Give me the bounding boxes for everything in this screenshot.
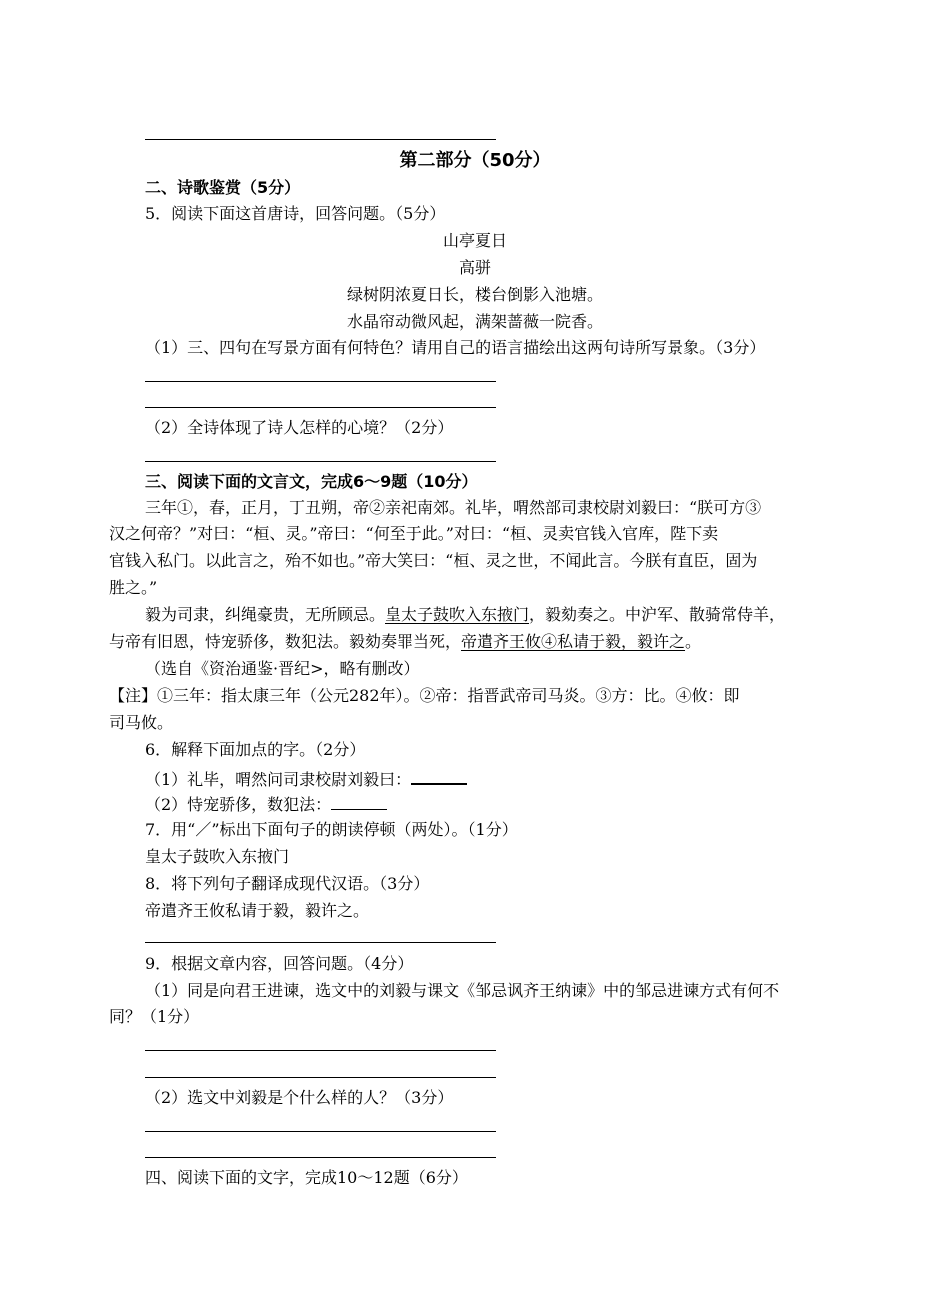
question-9: 9．根据文章内容，回答问题。（4分） bbox=[145, 954, 414, 973]
question-8: 8．将下列句子翻译成现代汉语。（3分） bbox=[145, 874, 430, 893]
poem-title: 山亭夏日 bbox=[442, 231, 507, 250]
passage-p2-text-c: 与帝有旧恩，恃宠骄侈，数犯法。毅劾奏罪当死， bbox=[109, 632, 462, 651]
answer-line-9-2b bbox=[145, 1157, 496, 1158]
question-6-2-text: （2）恃宠骄侈，数犯法： bbox=[145, 795, 332, 814]
passage-p2-text-b: ，毅劾奏之。中沪军、散骑常侍羊， bbox=[529, 605, 786, 624]
question-9-1-line-1: （1）同是向君王进谏，选文中的刘毅与课文《邹忌讽齐王纳谏》中的邹忌进谏方式有何不 bbox=[145, 981, 780, 1000]
underlined-sentence-2: 帝遣齐王攸④私请于毅，毅许之 bbox=[461, 632, 686, 651]
answer-line-5-2 bbox=[145, 461, 496, 462]
answer-line-5-1b bbox=[145, 407, 496, 408]
notes-line-2: 司马攸。 bbox=[109, 713, 174, 732]
question-7-sentence: 皇太子鼓吹入东掖门 bbox=[145, 847, 290, 866]
passage-p2-text-d: 。 bbox=[685, 632, 702, 651]
passage-p1-line-1: 三年①，春，正月，丁丑朔，帝②亲祀南郊。礼毕，喟然部司隶校尉刘毅曰：“朕可方③ bbox=[145, 498, 762, 517]
answer-line-top bbox=[145, 139, 496, 140]
answer-line-9-2a bbox=[145, 1131, 496, 1132]
question-6-1 bbox=[145, 767, 467, 790]
underlined-sentence-1: 皇太子鼓吹入东掖门 bbox=[385, 605, 530, 624]
question-9-2: （2）选文中刘毅是个什么样的人？（3分） bbox=[145, 1088, 454, 1107]
answer-blank-6-1[interactable] bbox=[411, 767, 467, 785]
passage-p2-line-1 bbox=[145, 605, 785, 625]
passage-p1-line-3: 官钱入私门。以此言之，殆不如也。”帝大笑曰：“桓、灵之世，不闻此言。今朕有直臣，固为 bbox=[109, 551, 758, 570]
section2-heading: 二、诗歌鉴赏（5分） bbox=[145, 178, 301, 197]
passage-p1-line-2: 汉之何帝？”对曰：“桓、灵。”帝曰：“何至于此。”对曰：“桓、灵卖官钱入官库，陛下卖 bbox=[109, 524, 719, 543]
question-7: 7．用“／”标出下面句子的朗读停顿（两处）。（1分） bbox=[145, 820, 518, 839]
question-6: 6．解释下面加点的字。（2分） bbox=[145, 740, 366, 759]
question-5-1: （1）三、四句在写景方面有何特色？请用自己的语言描绘出这两句诗所写景象。（3分） bbox=[145, 338, 766, 357]
answer-blank-6-2[interactable] bbox=[331, 793, 387, 810]
answer-line-9-1a bbox=[145, 1050, 496, 1051]
passage-p2-line-2 bbox=[109, 632, 701, 652]
question-6-1-text: （1）礼毕，喟然问司隶校尉刘毅曰： bbox=[145, 770, 412, 789]
question-8-sentence: 帝遣齐王攸私请于毅，毅许之。 bbox=[145, 901, 370, 920]
section4-heading: 四、阅读下面的文字，完成10～12题（6分） bbox=[145, 1168, 468, 1187]
passage-p2-text-a: 毅为司隶，纠绳豪贵，无所顾忌。 bbox=[145, 605, 386, 624]
answer-line-5-1a bbox=[145, 381, 496, 382]
notes-line-1: 【注】①三年：指太康三年（公元282年）。②帝：指晋武帝司马炎。③方：比。④攸：即 bbox=[109, 686, 740, 705]
passage-source: （选自《资治通鉴·晋纪>，略有删改） bbox=[145, 659, 420, 678]
question-6-2 bbox=[145, 793, 387, 815]
answer-line-8 bbox=[145, 942, 496, 943]
part-title: 第二部分（50分） bbox=[399, 150, 551, 171]
answer-line-9-1b bbox=[145, 1077, 496, 1078]
poem-line-1: 绿树阴浓夏日长，楼台倒影入池塘。 bbox=[346, 285, 603, 304]
question-5: 5．阅读下面这首唐诗，回答问题。（5分） bbox=[145, 204, 446, 223]
passage-p1-line-4: 胜之。” bbox=[109, 578, 158, 597]
section3-heading: 三、阅读下面的文言文，完成6～9题（10分） bbox=[145, 472, 478, 491]
poem-author: 高骈 bbox=[458, 258, 491, 277]
question-9-1-line-2: 同？（1分） bbox=[109, 1007, 200, 1026]
poem-line-2: 水晶帘动微风起，满架蔷薇一院香。 bbox=[346, 312, 603, 331]
question-5-2: （2）全诗体现了诗人怎样的心境？（2分） bbox=[145, 418, 454, 437]
